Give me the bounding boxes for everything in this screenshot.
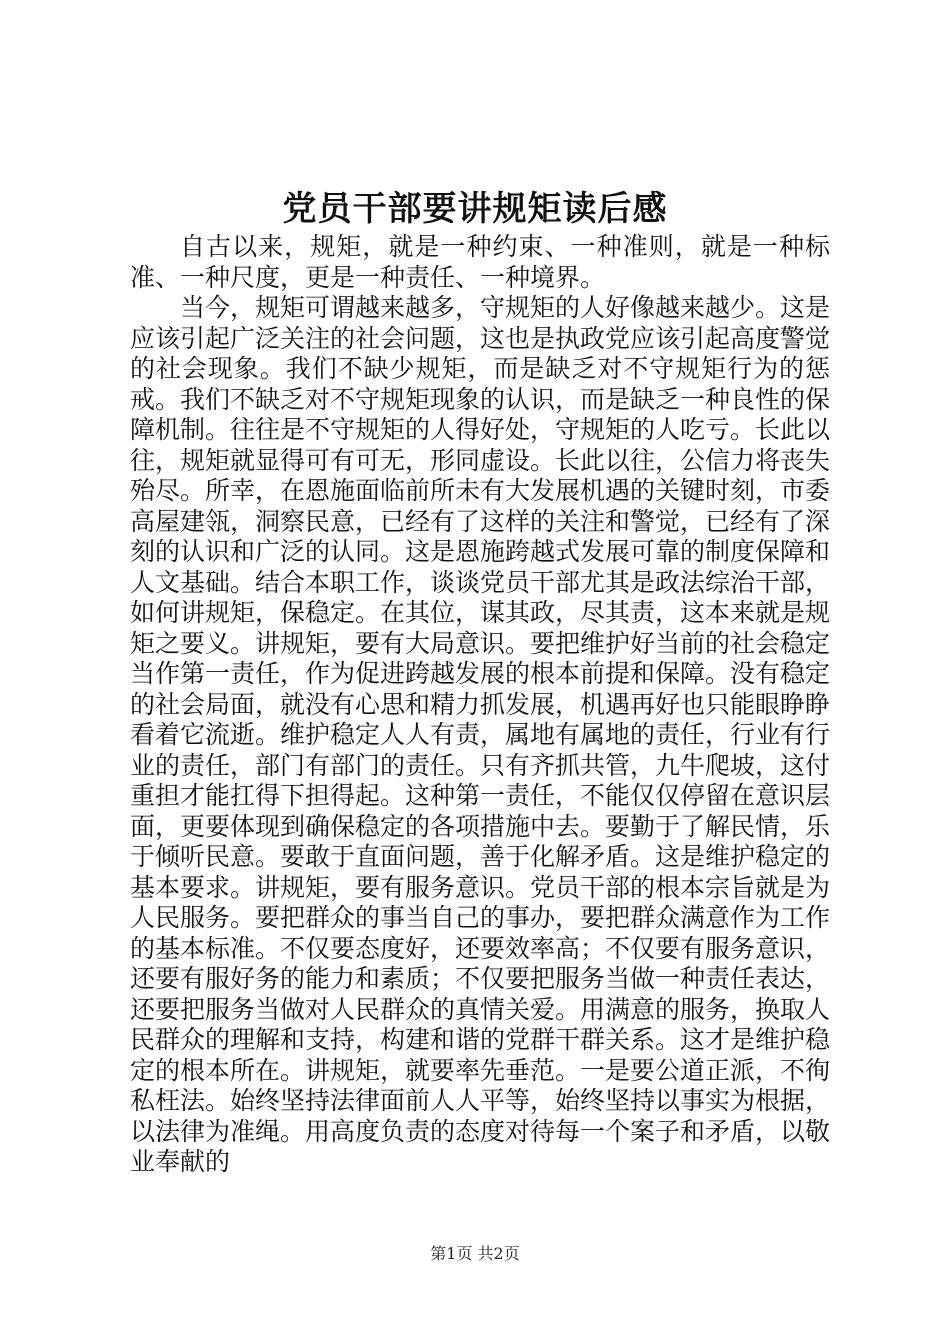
paragraph-2: 当今，规矩可谓越来越多，守规矩的人好像越来越少。这是应该引起广泛关注的社会问题，这也是执政党应该引起高度警觉的社会现象。我们不缺少规矩，而是缺乏对不守规矩行为的惩戒。我们不缺乏对不守规矩现象的认识，而是缺乏一种良性的保障机制。往往是不守规矩的人得好处，守规矩的人吃亏。长此以往，规矩就显得可有可无，形同虚设。长此以往，公信力将丧失殆尽。所幸，在恩施面临前所未有大发展机遇的关键时刻，市委高屋建瓴，洞察民意，已经有了这样的关注和警觉，已经有了深刻的认识和广泛的认同。这是恩施跨越式发展可靠的制度保障和人文基础。结合本职工作，谈谈党员干部尤其是政法综治干部，如何讲规矩，保稳定。在其位，谋其政，尽其责，这本来就是规矩之要义。讲规矩，要有大局意识。要把维护好当前的社会稳定当作第一责任，作为促进跨越发展的根本前提和保障。没有稳定的社会局面，就没有心思和精力抓发展，机遇再好也只能眼睁睁看着它流逝。维护稳定人人有责，属地有属地的责任，行业有行业的责任，部门有部门的责任。只有齐抓共管，九牛爬坡，这付重担才能扛得下担得起。这种第一责任，不能仅仅停留在意识层面，更要体现到确保稳定的各项措施中去。要勤于了解民情，乐于倾听民意。要敢于直面问题，善于化解矛盾。这是维护稳定的基本要求。讲规矩，要有服务意识。党员干部的根本宗旨就是为人民服务。要把群众的事当自己的事办，要把群众满意作为工作的基本标准。不仅要态度好，还要效率高；不仅要有服务意识，还要有服好务的能力和素质；不仅要把服务当做一种责任表达，还要把服务当做对人民群众的真情关爱。用满意的服务，换取人民群众的理解和支持，构建和谐的党群干群关系。这才是维护稳定的根本所在。讲规矩，就要率先垂范。一是要公道正派，不徇私枉法。始终坚持法律面前人人平等，始终坚持以事实为根据，以法律为准绳。用高度负责的态度对待每一个案子和矛盾，以敬业奉献的 <box>130 293 831 1176</box>
document-body <box>130 232 830 1178</box>
document-title: 党员干部要讲规矩读后感 <box>282 189 668 229</box>
page-footer: 第1页 共2页 <box>430 1244 520 1263</box>
paragraph-1: 自古以来，规矩，就是一种约束、一种准则，就是一种标准、一种尺度，更是一种责任、一种境界。 <box>130 232 830 292</box>
